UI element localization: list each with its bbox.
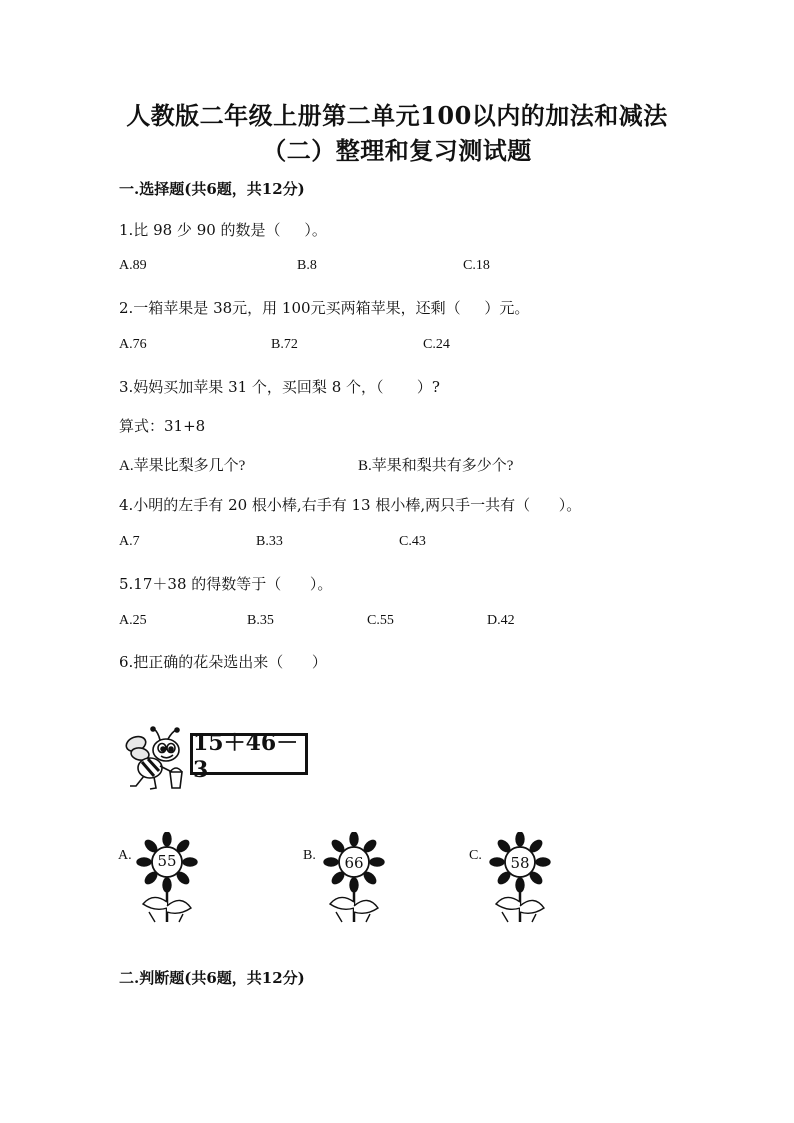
flower-a[interactable]: [135, 832, 199, 924]
q1-option-b: B.8: [297, 258, 317, 273]
section2-heading: 二.判断题(共6题，共12分): [119, 969, 305, 987]
flower-b[interactable]: [322, 832, 386, 924]
flower-c[interactable]: [488, 832, 552, 924]
q2-option-c: C.24: [423, 337, 450, 352]
sunflower-icon: [322, 832, 386, 924]
q4-option-a: A.7: [119, 534, 140, 549]
question-1: 1.比 98 少 90 的数是（ ）。: [119, 221, 327, 239]
question-4: 4.小明的左手有 20 根小棒,右手有 13 根小棒,两只手一共有（ ）。: [119, 496, 582, 514]
question-2: 2.一箱苹果是 38元，用 100元买两箱苹果，还剩（ ）元。: [119, 299, 530, 317]
flower-c-label: C.: [469, 848, 482, 863]
page-subtitle: （二）整理和复习测试题: [262, 136, 532, 165]
question-5: 5.17＋38 的得数等于（ ）。: [119, 575, 333, 593]
question-3: 3.妈妈买加苹果 31 个，买回梨 8 个，（ ）?: [119, 378, 440, 396]
q5-option-c: C.55: [367, 613, 394, 628]
q3-option-b: B.苹果和梨共有多少个?: [358, 458, 514, 474]
sunflower-icon: [488, 832, 552, 924]
bee-icon: [124, 726, 188, 792]
page-title: 人教版二年级上册第二单元100以内的加法和减法: [126, 101, 668, 130]
sunflower-icon: [135, 832, 199, 924]
q3-formula: 算式：31+8: [119, 417, 206, 435]
expression-box: 15＋46－3: [190, 733, 308, 775]
q2-option-b: B.72: [271, 337, 298, 352]
flower-a-number: 55: [157, 852, 177, 870]
flower-b-label: B.: [303, 848, 316, 863]
q1-option-c: C.18: [463, 258, 490, 273]
q5-option-d: D.42: [487, 613, 515, 628]
flower-b-number: 66: [344, 854, 364, 872]
q4-option-c: C.43: [399, 534, 426, 549]
q1-option-a: A.89: [119, 258, 147, 273]
flower-a-label: A.: [118, 848, 132, 863]
section1-heading: 一.选择题(共6题，共12分): [119, 180, 305, 198]
flower-c-number: 58: [510, 854, 530, 872]
q5-option-b: B.35: [247, 613, 274, 628]
q5-option-a: A.25: [119, 613, 147, 628]
question-6: 6.把正确的花朵选出来（ ）: [119, 653, 327, 671]
q4-option-b: B.33: [256, 534, 283, 549]
q3-option-a: A.苹果比梨多几个?: [119, 458, 246, 474]
q2-option-a: A.76: [119, 337, 147, 352]
